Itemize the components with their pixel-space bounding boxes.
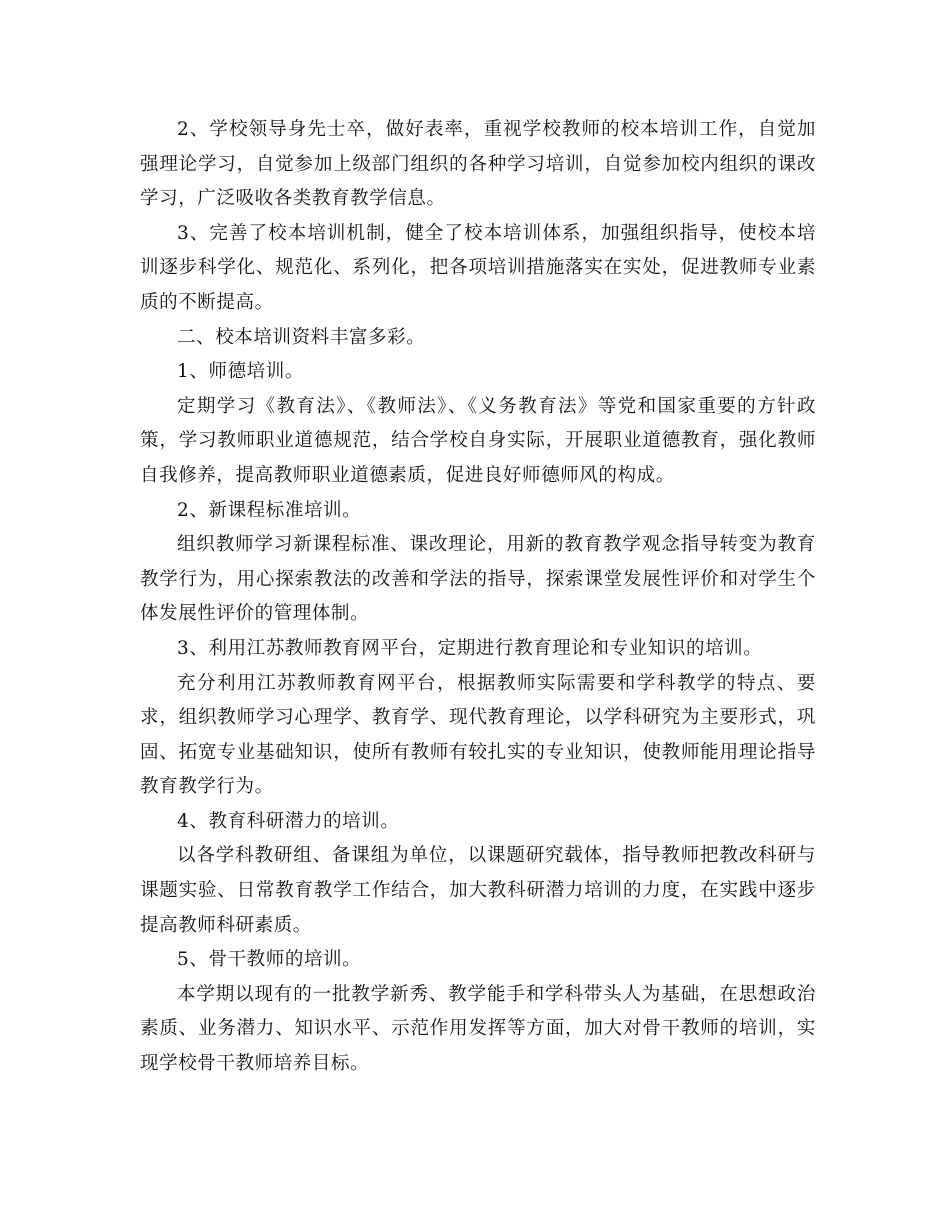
paragraph-ethics-training: 定期学习《教育法》、《教师法》、《义务教育法》等党和国家重要的方针政策，学习教师职业道德规范，结合学校自身实际，开展职业道德教育，强化教师自我修养，提高教师职业道德素质，促进良好师德师风的构成。	[140, 395, 816, 486]
paragraph-online-platform-training: 充分利用江苏教师教育网平台，根据教师实际需要和学科教学的特点、要求，组织教师学习心理学、教育学、现代教育理论，以学科研究为主要形式，巩固、拓宽专业基础知识，使所有教师有较扎实的专业知识，使教师能用理论指导教育教学行为。	[140, 672, 816, 798]
document-body	[140, 113, 816, 1082]
paragraph-research-training: 以各学科教研组、备课组为单位，以课题研究载体，指导教师把教改科研与课题实验、日常教育教学工作结合，加大教科研潜力培训的力度，在实践中逐步提高教师科研素质。	[140, 845, 816, 936]
subheading-curriculum-training: 2、新课程标准培训。	[177, 499, 362, 521]
section-heading-training-content: 二、校本培训资料丰富多彩。	[177, 326, 426, 348]
paragraph-key-teacher-training: 本学期以现有的一批教学新秀、教学能手和学科带头人为基础，在思想政治素质、业务潜力、知识水平、示范作用发挥等方面，加大对骨干教师的培训，实现学校骨干教师培养目标。	[140, 983, 816, 1075]
subheading-research-training: 4、教育科研潜力的培训。	[177, 810, 400, 832]
paragraph-training-mechanism: 3、完善了校本培训机制，健全了校本培训体系，加强组织指导，使校本培训逐步科学化、规范化、系列化，把各项培训措施落实在实处，促进教师专业素质的不断提高。	[140, 222, 816, 313]
subheading-ethics-training: 1、师德培训。	[177, 361, 304, 383]
subheading-key-teacher-training: 5、骨干教师的培训。	[177, 949, 362, 971]
subheading-online-platform-training: 3、利用江苏教师教育网平台，定期进行教育理论和专业知识的培训。	[177, 637, 763, 659]
paragraph-curriculum-training: 组织教师学习新课程标准、课改理论，用新的教育教学观念指导转变为教育教学行为，用心探索教法的改善和学法的指导，探索课堂发展性评价和对学生个体发展性评价的管理体制。	[140, 534, 816, 625]
paragraph-leadership: 2、学校领导身先士卒，做好表率，重视学校教师的校本培训工作，自觉加强理论学习，自觉参加上级部门组织的各种学习培训，自觉参加校内组织的课改学习，广泛吸收各类教育教学信息。	[140, 119, 816, 210]
